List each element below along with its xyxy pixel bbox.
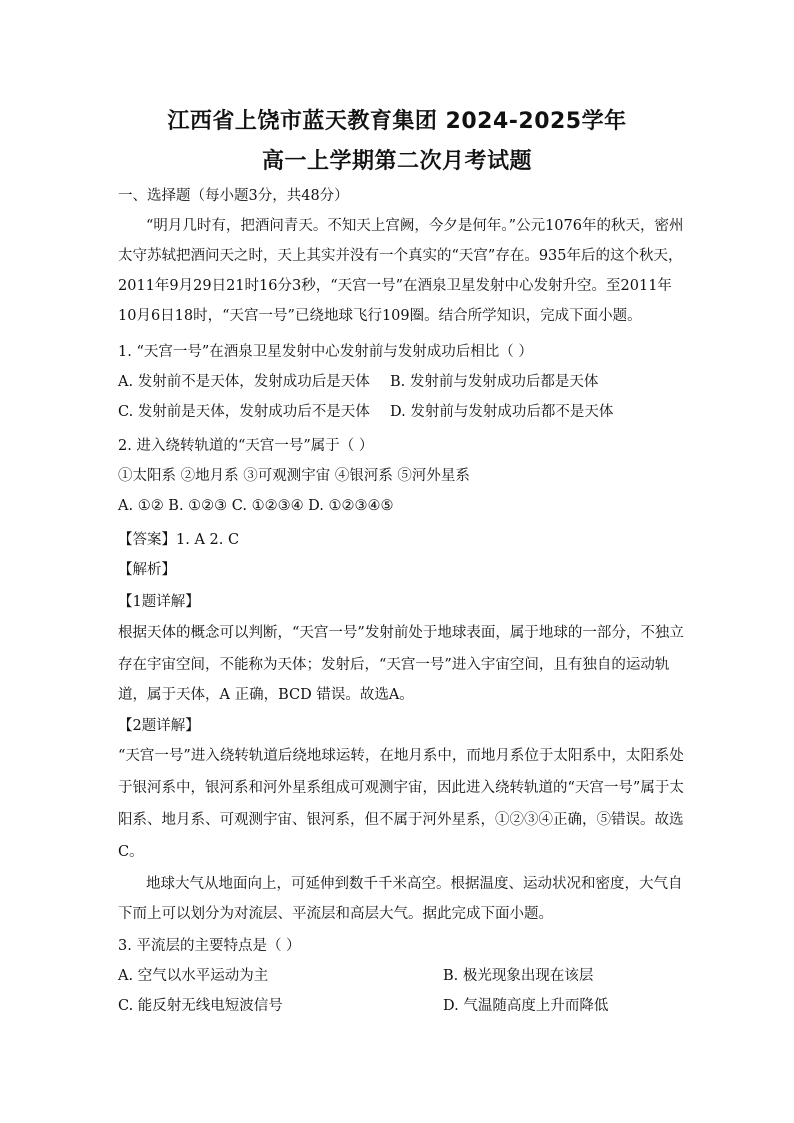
answer-line: 【答案】1. A 2. C bbox=[118, 532, 240, 548]
q2-detail-label: 【2题详解】 bbox=[118, 718, 200, 734]
passage-line: “明月几时有，把酒问青天。不知天上宫阙，今夕是何年。”公元1076年的秋天，密州 bbox=[146, 218, 684, 234]
question-3-option-a: A. 空气以水平运动为主 bbox=[118, 968, 269, 984]
q2-detail-line: C。 bbox=[118, 844, 144, 860]
question-2-stem: 2. 进入绕转轨道的“天宫一号”属于（ ） bbox=[118, 438, 374, 454]
analysis-label: 【解析】 bbox=[118, 562, 176, 578]
question-1-option-a: A. 发射前不是天体，发射成功后是天体 bbox=[118, 374, 370, 390]
exam-title-line1: 江西省上饶市蓝天教育集团 2024-2025学年 bbox=[167, 109, 627, 134]
q1-detail-label: 【1题详解】 bbox=[118, 594, 200, 610]
question-3-option-d: D. 气温随高度上升而降低 bbox=[443, 998, 609, 1014]
q2-detail-line: 阳系、地月系、可观测宇宙、银河系，但不属于河外星系，①②③④正确，⑤错误。故选 bbox=[118, 812, 684, 828]
question-3-option-b: B. 极光现象出现在该层 bbox=[443, 968, 594, 984]
question-3-stem: 3. 平流层的主要特点是（ ） bbox=[118, 938, 301, 954]
question-2-options: A. ①② B. ①②③ C. ①②③④ D. ①②③④⑤ bbox=[118, 498, 394, 514]
question-1-stem: 1. “天宫一号”在酒泉卫星发射中心发射前与发射成功后相比（ ） bbox=[118, 344, 533, 360]
q1-detail-line: 根据天体的概念可以判断，“天宫一号”发射前处于地球表面，属于地球的一部分，不独立 bbox=[118, 625, 684, 641]
question-1-option-b: B. 发射前与发射成功后都是天体 bbox=[390, 374, 599, 390]
q1-detail-line: 道，属于天体，A 正确，BCD 错误。故选A。 bbox=[118, 687, 414, 703]
exam-title-line2: 高一上学期第二次月考试题 bbox=[261, 149, 532, 174]
passage-line: 10月6日18时，“天宫一号”已绕地球飞行109圈。结合所学知识，完成下面小题。 bbox=[118, 308, 642, 324]
question-1-option-c: C. 发射前是天体，发射成功后不是天体 bbox=[118, 404, 370, 420]
question-2-items: ①太阳系 ②地月系 ③可观测宇宙 ④银河系 ⑤河外星系 bbox=[118, 468, 470, 484]
question-1-option-d: D. 发射前与发射成功后都不是天体 bbox=[390, 404, 614, 420]
passage-line: 下而上可以划分为对流层、平流层和高层大气。据此完成下面小题。 bbox=[118, 906, 553, 922]
passage-line: 地球大气从地面向上，可延伸到数千千米高空。根据温度、运动状况和密度，大气自 bbox=[146, 876, 683, 892]
passage-line: 2011年9月29日21时16分3秒，“天宫一号”在酒泉卫星发射中心发射升空。至2011年 bbox=[118, 278, 672, 294]
q2-detail-line: 于银河系中，银河系和河外星系组成可观测宇宙，因此进入绕转轨道的“天宫一号”属于太 bbox=[118, 780, 684, 796]
question-3-option-c: C. 能反射无线电短波信号 bbox=[118, 998, 283, 1014]
passage-line: 太守苏轼把酒问天之时，天上其实并没有一个真实的“天宫”存在。935年后的这个秋天， bbox=[118, 248, 683, 264]
q1-detail-line: 存在宇宙空间，不能称为天体；发射后，“天宫一号”进入宇宙空间，且有独自的运动轨 bbox=[118, 657, 670, 673]
q2-detail-line: “天宫一号”进入绕转轨道后绕地球运转，在地月系中，而地月系位于太阳系中，太阳系处 bbox=[118, 748, 684, 764]
section-heading: 一、选择题（每小题3分，共48分） bbox=[118, 188, 349, 204]
